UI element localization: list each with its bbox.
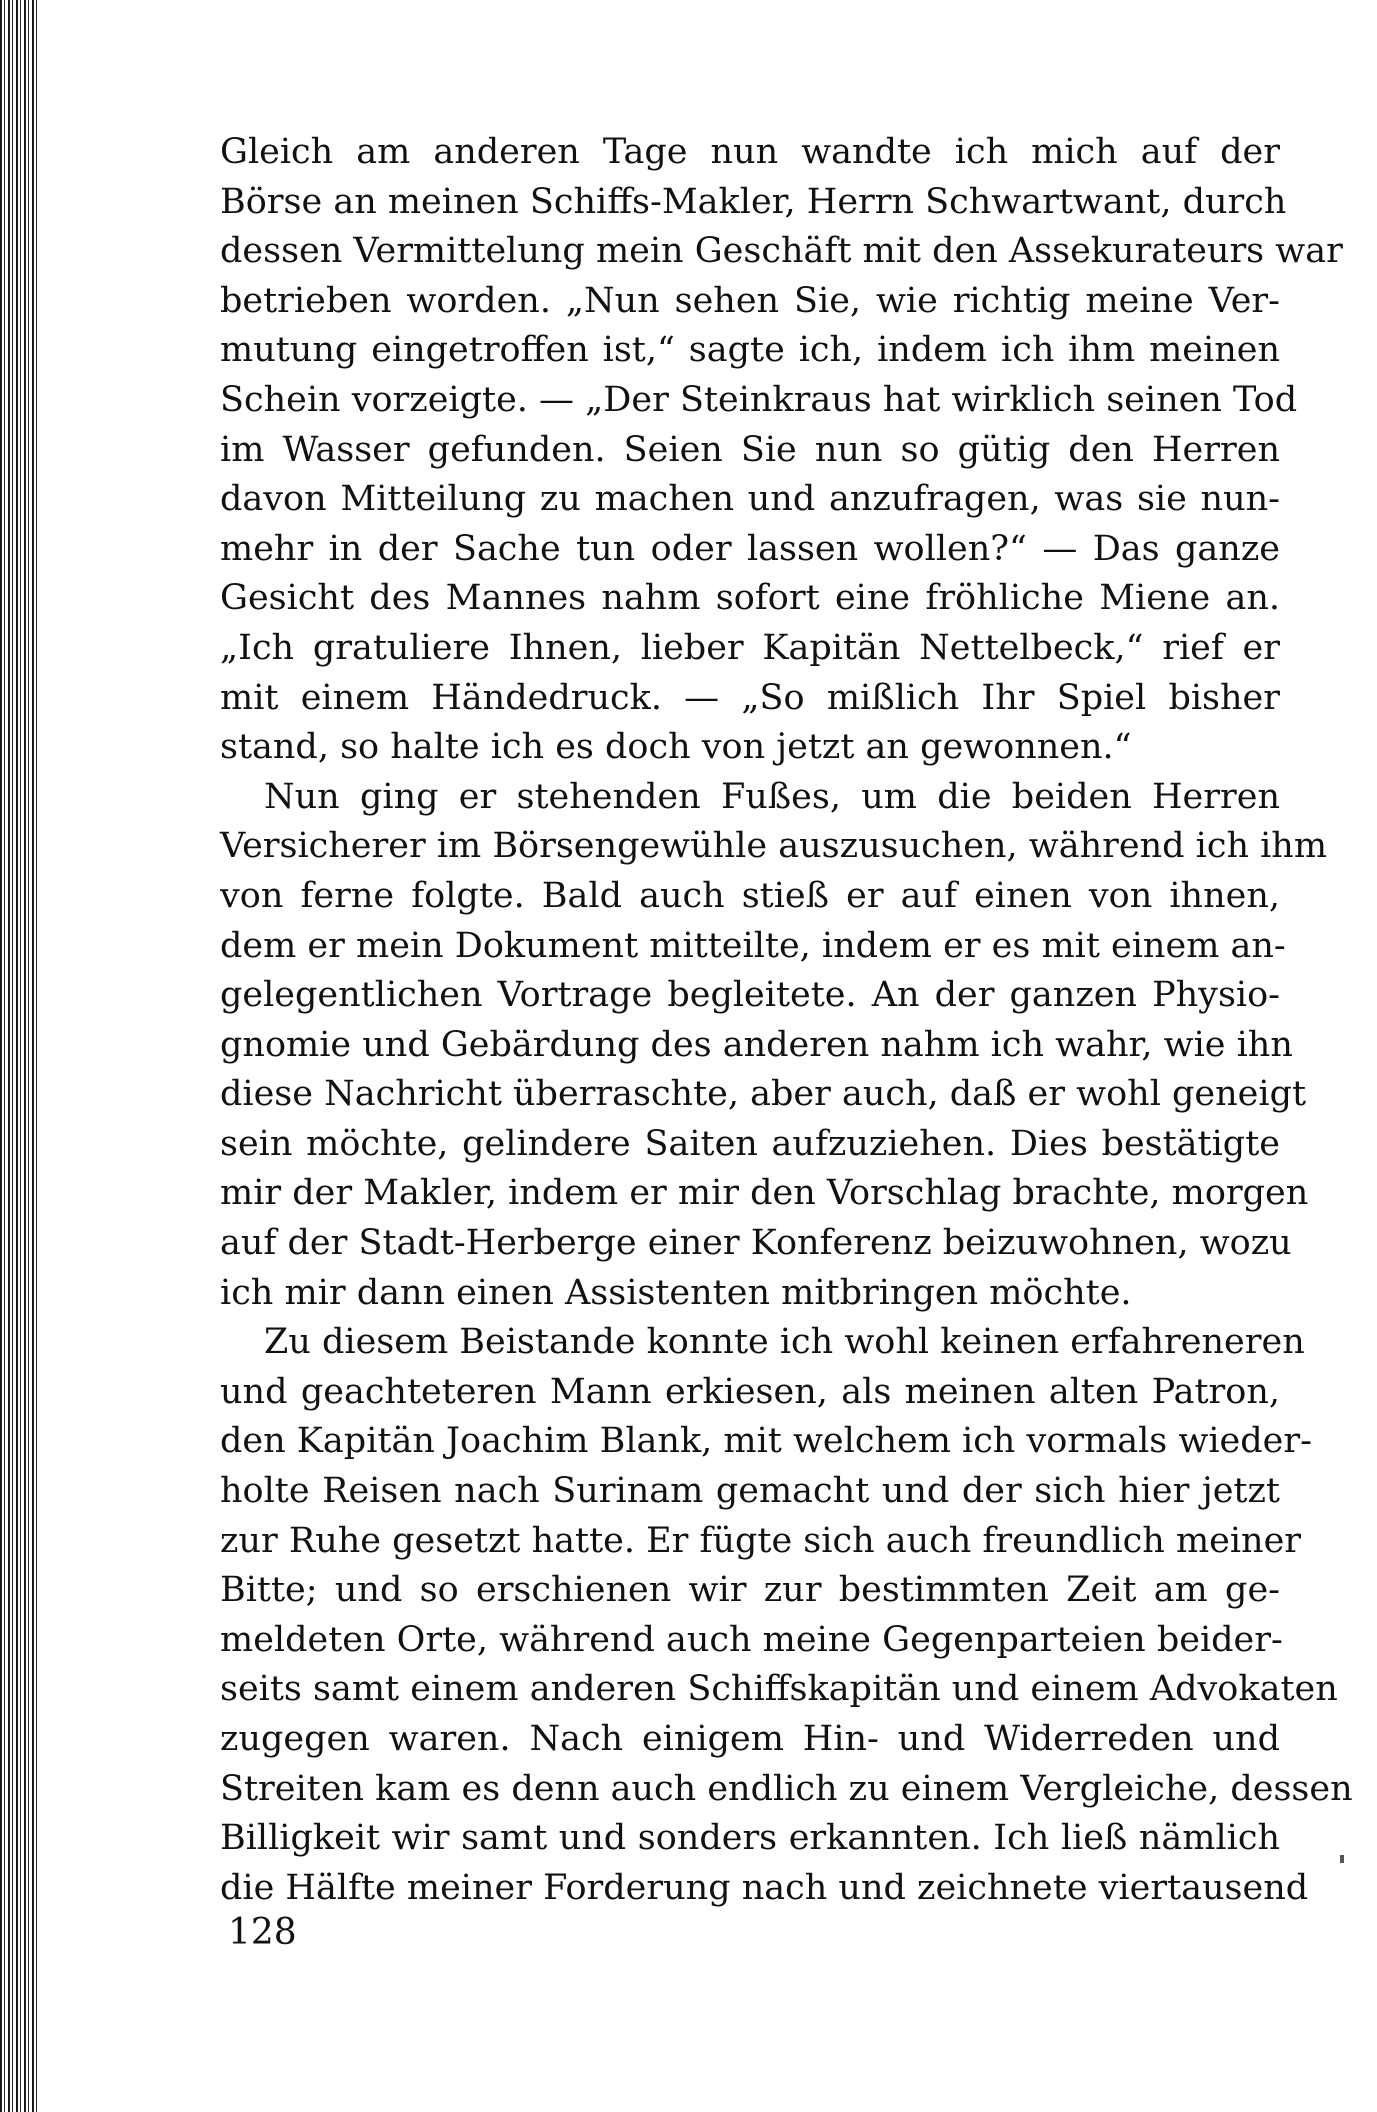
text-line: mir der Makler, indem er mir den Vorschlag brachte, morgen [220,1173,1309,1214]
text-line: Bitte; und so erschienen wir zur bestimmten Zeit am ge- [220,1570,1280,1611]
text-line: und geachteteren Mann erkiesen, als meinen alten Patron, [220,1371,1280,1412]
text-line: auf der Stadt-Herberge einer Konferenz beizuwohnen, wozu [220,1223,1292,1264]
text-line: Gesicht des Mannes nahm sofort eine fröhliche Miene an. [220,578,1280,619]
text-line: seits samt einem anderen Schiffskapitän und einem Advokaten [220,1669,1338,1710]
text-line: diese Nachricht überraschte, aber auch, daß er wohl geneigt [220,1074,1307,1115]
page-body [220,128,1353,1913]
text-line: zur Ruhe gesetzt hatte. Er fügte sich auch freundlich meiner [220,1520,1302,1561]
text-line: von ferne folgte. Bald auch stieß er auf einen von ihnen, [220,875,1280,916]
text-line: mutung eingetroffen ist,“ sagte ich, indem ich ihm meinen [220,330,1280,371]
text-line: davon Mitteilung zu machen und anzufragen, was sie nun- [220,479,1280,520]
text-line: Schein vorzeigte. — „Der Steinkraus hat wirklich seinen Tod [220,379,1298,420]
text-line: mehr in der Sache tun oder lassen wollen?“ — Das ganze [220,528,1280,569]
book-spine-edge [0,0,38,2112]
text-line: Gleich am anderen Tage nun wandte ich mich auf der [220,132,1280,172]
text-line: Billigkeit wir samt und sonders erkannten. Ich ließ nämlich [220,1818,1280,1859]
text-line: gnomie und Gebärdung des anderen nahm ich wahr, wie ihn [220,1024,1293,1065]
text-line: Streiten kam es denn auch endlich zu einem Vergleiche, dessen [220,1768,1353,1809]
text-line-paragraph-start: Nun ging er stehenden Fußes, um die beiden Herren [264,776,1280,817]
scan-speck [1340,1855,1344,1863]
text-line: holte Reisen nach Surinam gemacht und der sich hier jetzt [220,1471,1280,1512]
text-line: den Kapitän Joachim Blank, mit welchem ich vormals wieder- [220,1421,1312,1462]
text-line: sein möchte, gelindere Saiten aufzuziehen. Dies bestätigte [220,1123,1280,1164]
text-line-paragraph-end: ich mir dann einen Assistenten mitbringen möchte. [220,1272,1132,1313]
text-line: meldeten Orte, während auch meine Gegenparteien beider- [220,1619,1283,1660]
text-line: Börse an meinen Schiffs-Makler, Herrn Schwartwant, durch [220,181,1287,222]
text-line: mit einem Händedruck. — „So mißlich Ihr Spiel bisher [220,677,1280,718]
text-line-paragraph-end: stand, so halte ich es doch von jetzt an gewonnen.“ [220,727,1132,768]
text-line: zugegen waren. Nach einigem Hin- und Widerreden und [220,1719,1280,1759]
text-line: die Hälfte meiner Forderung nach und zeichnete viertausend [220,1867,1309,1908]
text-line-paragraph-start: Zu diesem Beistande konnte ich wohl keinen erfahreneren [264,1322,1305,1363]
text-line: gelegentlichen Vortrage begleitete. An der ganzen Physio- [220,975,1280,1016]
text-line: „Ich gratuliere Ihnen, lieber Kapitän Nettelbeck,“ rief er [220,627,1280,668]
text-line: dessen Vermittelung mein Geschäft mit den Assekurateurs war [220,231,1343,272]
text-line: Versicherer im Börsengewühle auszusuchen, während ich ihm [220,826,1328,867]
text-line: betrieben worden. „Nun sehen Sie, wie richtig meine Ver- [220,280,1280,321]
text-line: im Wasser gefunden. Seien Sie nun so gütig den Herren [220,429,1280,470]
page-number: 128 [228,1912,297,1953]
text-line: dem er mein Dokument mitteilte, indem er es mit einem an- [220,925,1286,966]
